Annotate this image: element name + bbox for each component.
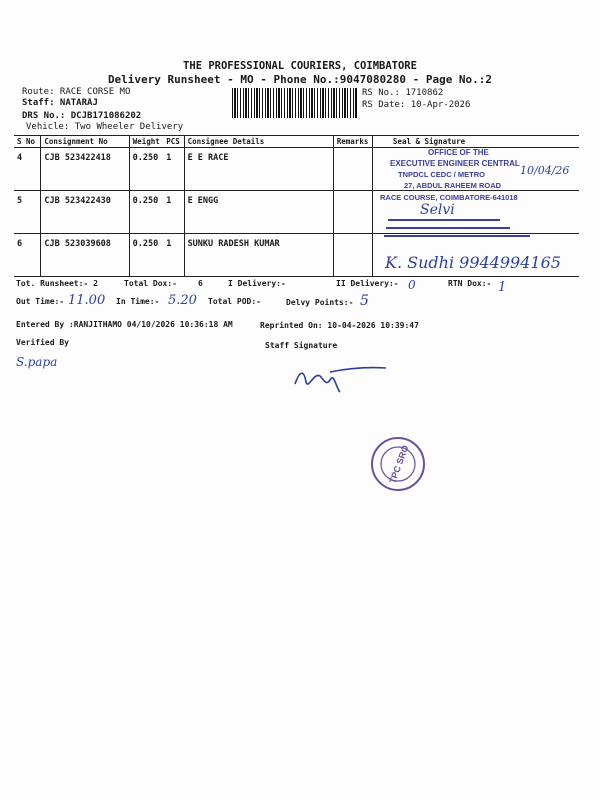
rs-date: RS Date: 10-Apr-2026 <box>362 100 471 110</box>
handwritten-receiver: K. Sudhi 9944994165 <box>385 253 561 272</box>
cell-consignee: SUNKU RADESH KUMAR <box>184 234 333 277</box>
reprinted-on: Reprinted On: 10-04-2026 10:39:47 <box>260 321 419 330</box>
cell-weight: 0.250 <box>129 148 163 191</box>
stamp-row5-line1: RACE COURSE, COIMBATORE-641018 <box>380 193 518 202</box>
cell-pcs: 1 <box>163 234 184 277</box>
vehicle: Vehicle: Two Wheeler Delivery <box>26 122 184 132</box>
stamp-row4-line2: EXECUTIVE ENGINEER CENTRAL <box>390 159 520 168</box>
cell-remarks <box>333 234 372 277</box>
runsheet-subtitle: Delivery Runsheet - MO - Phone No.:9047080280 - Page No.:2 <box>107 73 493 86</box>
cell-sno: 4 <box>14 148 41 191</box>
col-remarks: Remarks <box>333 136 372 148</box>
total-dox-value: 6 <box>198 279 203 288</box>
cell-remarks <box>333 148 372 191</box>
handwritten-date: 10/04/26 <box>520 164 570 177</box>
in-time-label: In Time:- <box>116 297 160 306</box>
rtn-dox: RTN Dox:- <box>448 279 492 288</box>
col-weight: Weight <box>129 136 163 148</box>
cell-consignment: CJB 523422418 <box>41 148 129 191</box>
ii-delivery: II Delivery:- <box>336 279 399 288</box>
cell-sno: 6 <box>14 234 41 277</box>
cell-consignee: E E RACE <box>184 148 333 191</box>
seal-text: TPC SRO <box>387 443 411 485</box>
verified-by: Verified By <box>16 338 69 347</box>
drs-no: DRS No.: DCJB171086202 <box>22 111 142 121</box>
company-title: THE PROFESSIONAL COURIERS, COIMBATORE <box>183 60 417 72</box>
round-seal <box>370 436 426 492</box>
barcode <box>232 88 358 118</box>
handwritten-name: Selvi <box>420 202 455 218</box>
col-sno: S No <box>14 136 41 148</box>
col-consignee: Consignee Details <box>184 136 333 148</box>
staff: Staff: NATARAJ <box>22 98 98 108</box>
stamp-row4-line3: TNPDCL CEDC / METRO <box>398 170 485 179</box>
cell-consignment: CJB 523422430 <box>41 191 129 234</box>
tamil-stamp-graphic <box>380 214 550 244</box>
cell-weight: 0.250 <box>129 234 163 277</box>
cell-pcs: 1 <box>163 148 184 191</box>
total-dox-label: Total Dox:- <box>124 279 177 288</box>
total-pod: Total POD:- <box>208 297 261 306</box>
cell-consignee: E ENGG <box>184 191 333 234</box>
cell-pcs: 1 <box>163 191 184 234</box>
rtn-dox-value: 1 <box>498 280 507 295</box>
col-seal: Seal & Signature <box>372 136 579 148</box>
tot-runsheet: Tot. Runsheet:- 2 <box>16 279 98 288</box>
col-consignment: Consignment No <box>41 136 129 148</box>
out-time-value: 11.00 <box>68 293 106 308</box>
ii-delivery-value: 0 <box>408 278 416 292</box>
cell-sno: 5 <box>14 191 41 234</box>
stamp-row4-line1: OFFICE OF THE <box>428 148 489 157</box>
in-time-value: 5.20 <box>168 293 197 308</box>
entered-by: Entered By :RANJITHAMO 04/10/2026 10:36:18 AM <box>16 320 233 329</box>
staff-signature-scribble <box>290 362 390 397</box>
cell-weight: 0.250 <box>129 191 163 234</box>
col-pcs: PCS <box>163 136 184 148</box>
out-time-label: Out Time:- <box>16 297 65 306</box>
staff-signature-label: Staff Signature <box>265 341 338 350</box>
stamp-row4-line4: 27, ABDUL RAHEEM ROAD <box>404 181 502 190</box>
verified-signature: S.papa <box>16 355 58 369</box>
cell-remarks <box>333 191 372 234</box>
delvy-points-value: 5 <box>360 293 369 309</box>
cell-consignment: CJB 523039608 <box>41 234 129 277</box>
route: Route: RACE CORSE MO <box>22 87 131 97</box>
i-delivery: I Delivery:- <box>228 279 286 288</box>
delvy-points-label: Delvy Points:- <box>286 298 354 307</box>
table-header-row <box>14 136 579 148</box>
rs-no: RS No.: 1710862 <box>362 88 444 98</box>
